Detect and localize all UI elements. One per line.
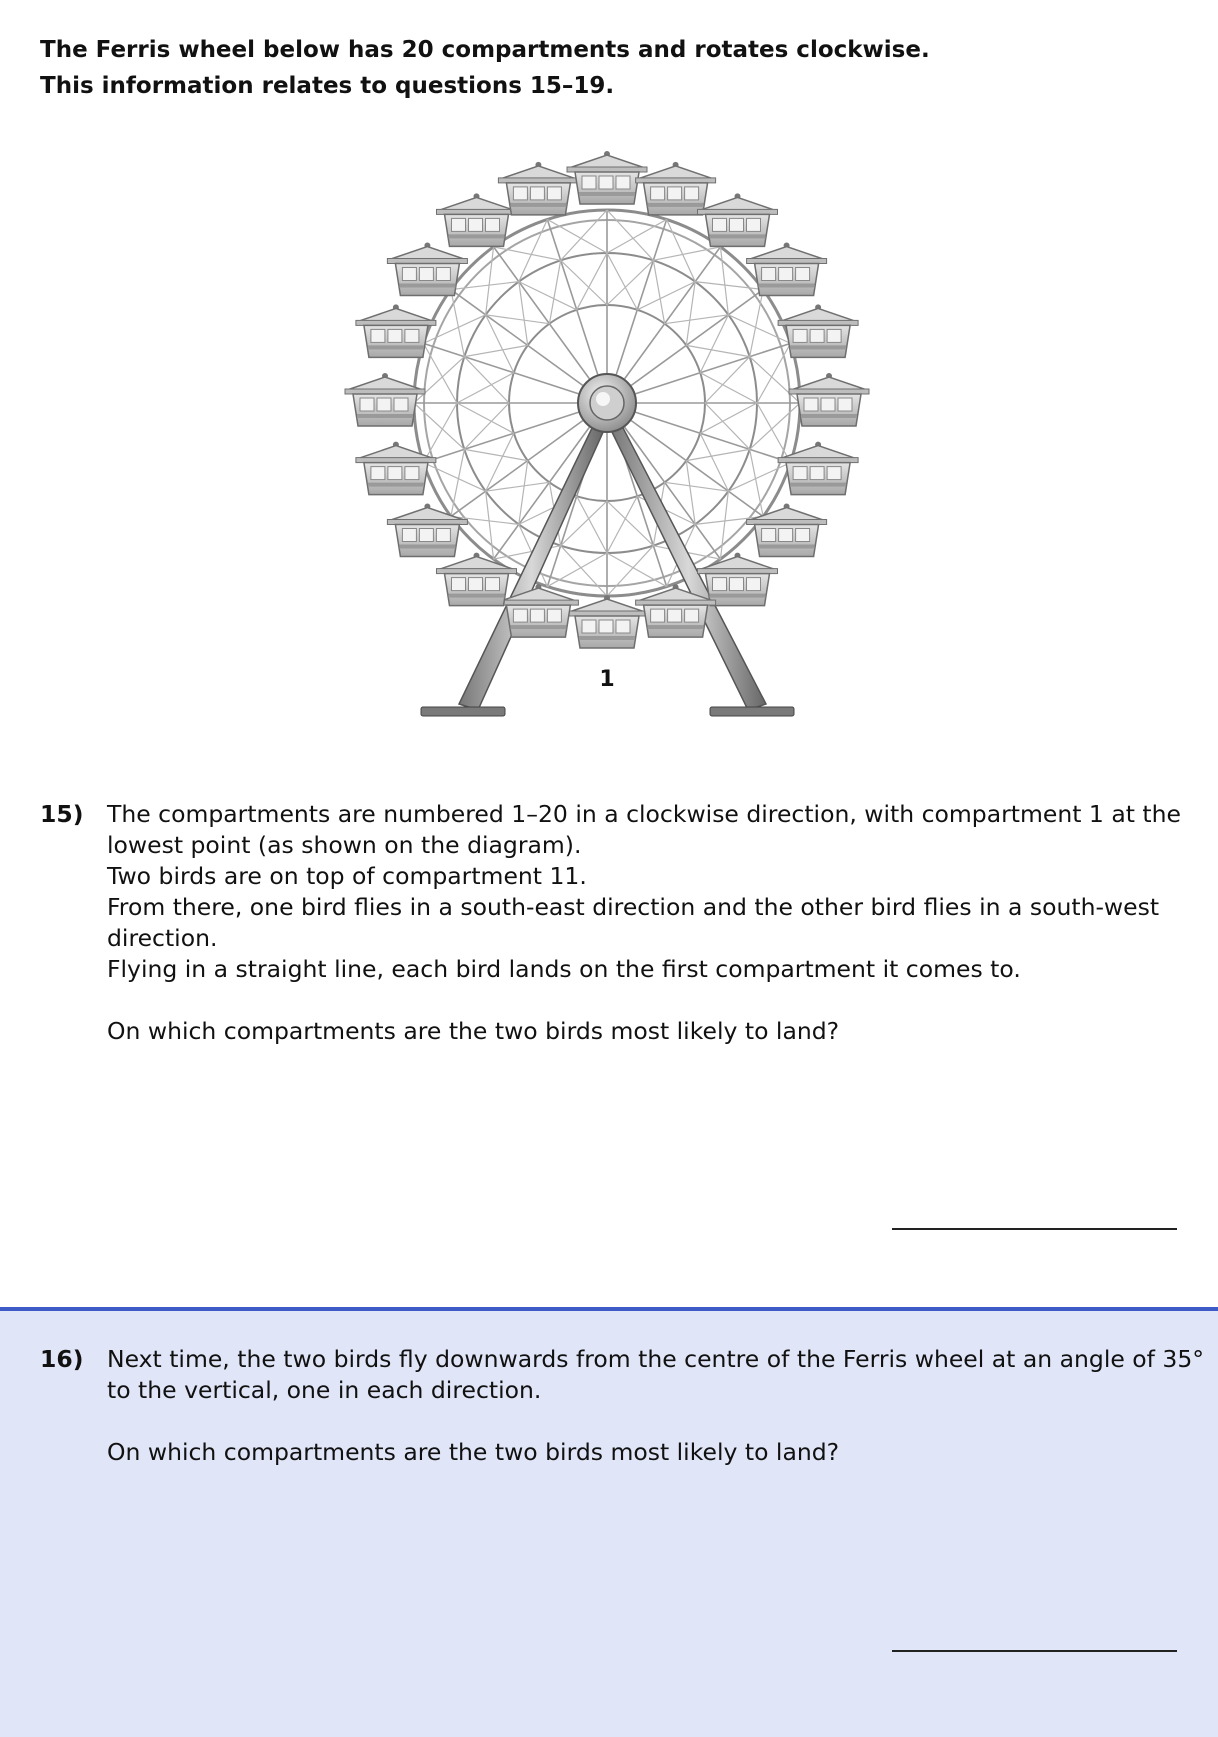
question-16-body xyxy=(107,1344,1218,1468)
question-16-prompt: On which compartments are the two birds most likely to land? xyxy=(107,1438,840,1466)
lattice-brace xyxy=(451,449,464,516)
lattice-brace xyxy=(653,247,720,260)
spoke xyxy=(616,219,666,374)
compartment-6 xyxy=(345,373,425,426)
question-15-line-1: The compartments are numbered 1–20 in a clockwise direction, with compartment 1 at the lowest point (as shown on the diagram). xyxy=(107,800,1182,859)
lattice-brace xyxy=(720,491,728,559)
lattice-brace xyxy=(700,315,728,373)
lattice-brace xyxy=(486,433,514,491)
spoke xyxy=(631,290,763,386)
compartment-1-label: 1 xyxy=(599,667,615,692)
ferris-wheel-diagram xyxy=(0,150,1218,750)
compartment-7 xyxy=(356,304,436,357)
lattice-brace xyxy=(686,449,749,460)
spoke xyxy=(423,412,578,462)
spoke xyxy=(423,343,578,393)
lattice-brace xyxy=(451,290,464,357)
compartment-15 xyxy=(778,304,858,357)
compartment-13 xyxy=(698,193,778,246)
answer-line-15[interactable] xyxy=(892,1228,1177,1230)
spoke xyxy=(636,343,791,393)
spoke xyxy=(636,412,791,462)
lattice-brace xyxy=(653,260,664,323)
compartment-1 xyxy=(567,595,647,648)
lattice-brace xyxy=(451,282,519,290)
question-15-body xyxy=(107,799,1218,1047)
compartment-18 xyxy=(747,504,827,557)
lattice-brace xyxy=(494,247,561,260)
compartment-8 xyxy=(387,243,467,296)
lattice-brace xyxy=(519,282,577,310)
wheel-hub xyxy=(578,374,636,432)
compartment-12 xyxy=(636,162,716,215)
compartment-14 xyxy=(747,243,827,296)
lattice-brace xyxy=(486,491,494,559)
lattice-brace xyxy=(750,290,763,357)
compartment-3 xyxy=(437,553,517,606)
lattice-brace xyxy=(486,315,514,373)
question-16-line-1: Next time, the two birds fly downwards from the centre of the Ferris wheel at an angle of 35° to the vertical, one in each direction. xyxy=(107,1345,1205,1404)
question-16-number: 16) xyxy=(40,1345,84,1373)
compartment-4 xyxy=(387,504,467,557)
compartment-10 xyxy=(498,162,578,215)
intro-line-1: The Ferris wheel below has 20 compartments and rotates clockwise. xyxy=(40,37,930,63)
spoke xyxy=(494,247,590,379)
lattice-brace xyxy=(637,282,695,310)
spoke xyxy=(451,290,583,386)
lattice-brace xyxy=(720,247,728,315)
lattice-brace xyxy=(486,247,494,315)
left-base xyxy=(421,707,505,716)
lattice-brace xyxy=(750,449,763,516)
compartment-11 xyxy=(567,151,647,204)
question-15-number: 15) xyxy=(40,800,84,828)
intro-line-2: This information relates to questions 15–19. xyxy=(40,73,615,99)
lattice-brace xyxy=(464,345,527,356)
compartment-17 xyxy=(778,442,858,495)
question-15-line-4: Flying in a straight line, each bird lands on the first compartment it comes to. xyxy=(107,955,1021,983)
question-15-line-2: Two birds are on top of compartment 11. xyxy=(107,862,587,890)
question-15-prompt: On which compartments are the two birds most likely to land? xyxy=(107,1017,840,1045)
lattice-brace xyxy=(700,433,728,491)
lattice-brace xyxy=(549,260,560,323)
lattice-brace xyxy=(695,282,763,290)
intro-text xyxy=(40,32,1180,104)
right-base xyxy=(710,707,794,716)
spoke xyxy=(625,247,721,379)
lattice-brace xyxy=(686,345,749,356)
compartment-16 xyxy=(789,373,869,426)
lattice-brace xyxy=(464,449,527,460)
spoke xyxy=(547,219,597,374)
compartment-19 xyxy=(698,553,778,606)
question-15-line-3: From there, one bird flies in a south-east direction and the other bird flies in a south-west direction. xyxy=(107,893,1160,952)
compartment-9 xyxy=(437,193,517,246)
compartment-5 xyxy=(356,442,436,495)
answer-line-16[interactable] xyxy=(892,1650,1177,1652)
